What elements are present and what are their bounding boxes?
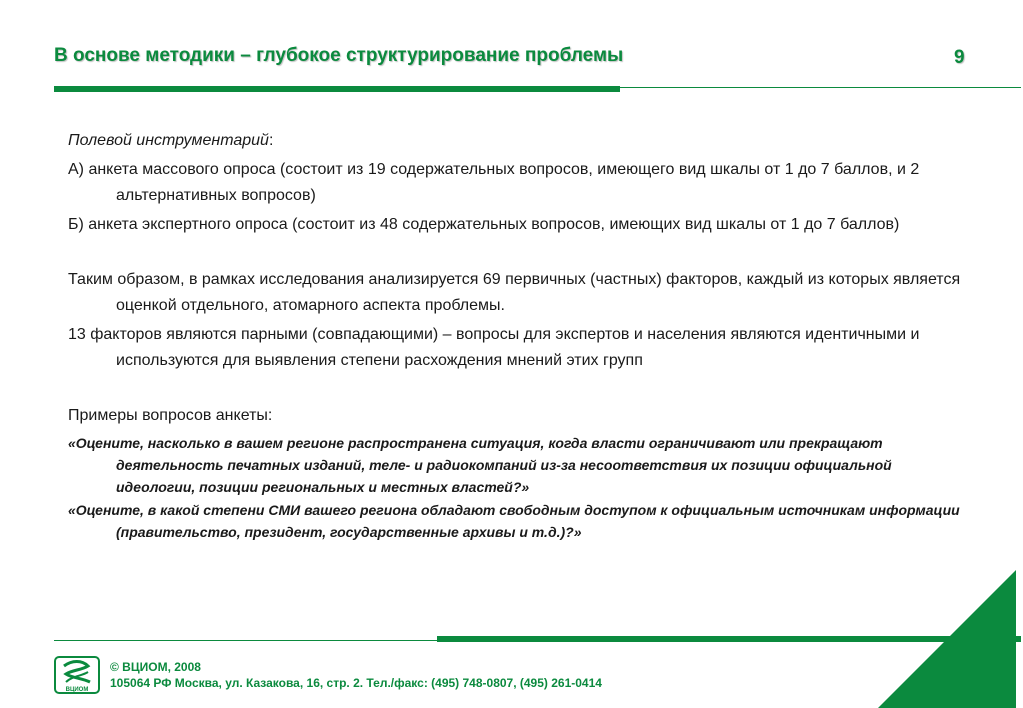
toolkit-label: Полевой инструментарий — [68, 132, 269, 149]
footer-info — [110, 659, 602, 691]
logo-text: ВЦИОМ — [65, 687, 89, 693]
summary-paragraph-1: Таким образом, в рамках исследования анализируется 69 первичных (частных) факторов, каждый из которых является оценкой отдельного, атомарного аспекта проблемы. — [68, 271, 961, 314]
toolkit-item-b: Б) анкета экспертного опроса (состоит из 48 содержательных вопросов, имеющих вид шкалы от 1 до 7 баллов) — [68, 216, 900, 233]
page-number: 9 — [954, 47, 965, 68]
page-title: В основе методики – глубокое структурирование проблемы — [54, 45, 624, 66]
footer-copyright: © ВЦИОМ, 2008 — [110, 660, 201, 674]
footer-divider-thick — [437, 636, 1021, 642]
toolkit-item-a: А) анкета массового опроса (состоит из 19 содержательных вопросов, имеющего вид шкалы от 1 до 7 баллов, и 2 альтернативных вопросов) — [68, 161, 920, 204]
vciom-logo-icon — [54, 656, 100, 694]
summary-paragraph-2: 13 факторов являются парными (совпадающими) – вопросы для экспертов и населения являются идентичными и используются для выявления степени расхождения мнений этих групп — [68, 326, 920, 369]
footer-address: 105064 РФ Москва, ул. Казакова, 16, стр. 2. Тел./факс: (495) 748-0807, (495) 261-0414 — [110, 676, 602, 690]
examples-heading: Примеры вопросов анкеты: — [68, 407, 273, 424]
example-question-1: «Оцените, насколько в вашем регионе распространена ситуация, когда власти ограничивают или прекращают деятельность печатных изданий, теле- и радиокомпаний из-за несоответствия их позиции официальной идеологии, позиции региональных и местных властей?» — [68, 435, 892, 495]
example-question-2: «Оцените, в какой степени СМИ вашего региона обладают свободным доступом к официальным источникам информации (правительство, президент, государственные архивы и т.д.)?» — [68, 502, 960, 540]
toolkit-colon: : — [268, 132, 274, 149]
